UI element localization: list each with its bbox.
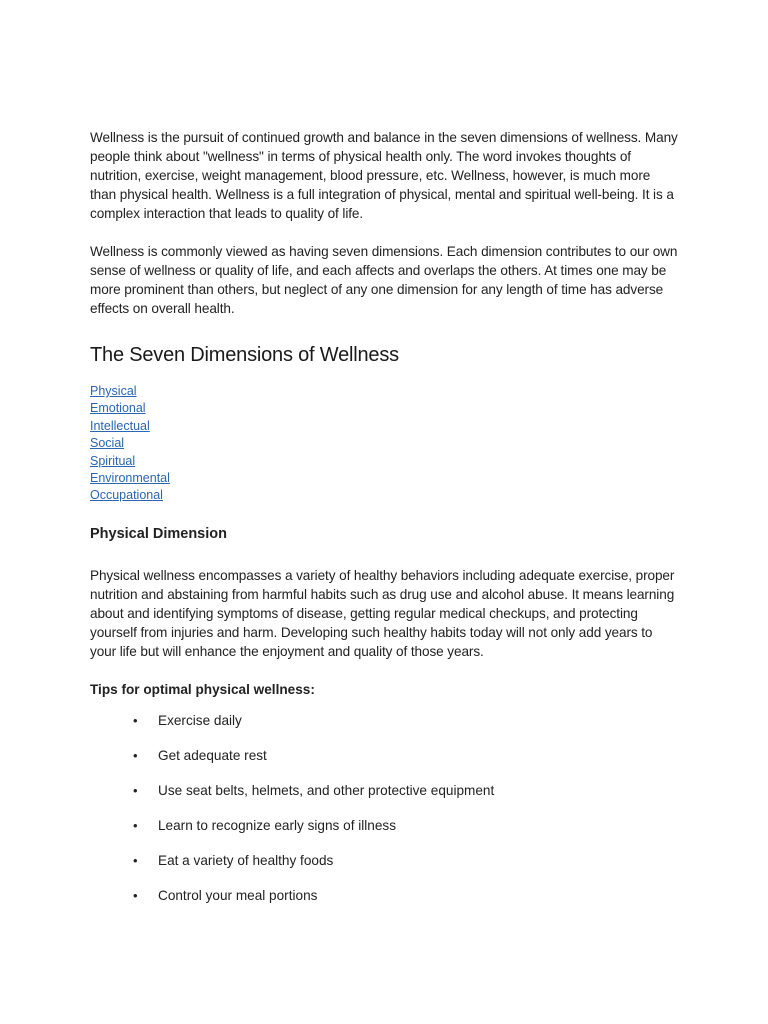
intro-paragraph-1: Wellness is the pursuit of continued growth and balance in the seven dimensions of wellness. Many people think about "wellness" in terms of physical health only. The word invokes thoughts of nutrition, exercise, weight management, blood pressure, etc. Wellness, however, is much more than physical health. Wellness is a full integration of physical, mental and spiritual well-being. It is a complex interaction that leads to quality of life. xyxy=(90,130,678,221)
tips-label: Tips for optimal physical wellness: xyxy=(90,681,315,697)
bullet-icon: • xyxy=(133,712,138,728)
tip-item xyxy=(90,746,678,781)
link-environmental[interactable]: Environmental xyxy=(90,471,170,486)
bullet-icon: • xyxy=(133,817,138,833)
link-intellectual[interactable]: Intellectual xyxy=(90,418,150,433)
list-item xyxy=(90,453,678,470)
bullet-icon: • xyxy=(133,782,138,798)
tip-text: Get adequate rest xyxy=(158,747,267,763)
physical-paragraph: Physical wellness encompasses a variety of healthy behaviors including adequate exercise, proper nutrition and abstaining from harmful habits such as drug use and alcohol abuse. It means learning about and identifying symptoms of disease, getting regular medical checkups, and protecting yourself from injuries and harm. Developing such healthy habits today will not only add years to your life but will enhance the enjoyment and quality of those years. xyxy=(90,567,675,659)
tip-item xyxy=(90,851,678,886)
tip-item xyxy=(90,816,678,851)
dimension-links-list xyxy=(90,383,678,505)
tip-item xyxy=(90,886,678,921)
bullet-icon: • xyxy=(133,747,138,763)
tip-text: Learn to recognize early signs of illness xyxy=(158,817,397,833)
tip-text: Control your meal portions xyxy=(158,887,318,903)
list-item xyxy=(90,400,678,417)
link-occupational[interactable]: Occupational xyxy=(90,488,163,503)
bullet-icon: • xyxy=(133,852,138,868)
tips-list xyxy=(90,711,678,921)
tip-item xyxy=(90,711,678,746)
list-item xyxy=(90,470,678,487)
list-item xyxy=(90,487,678,504)
link-spiritual[interactable]: Spiritual xyxy=(90,453,136,468)
list-item xyxy=(90,418,678,435)
list-item xyxy=(90,383,678,400)
link-physical[interactable]: Physical xyxy=(90,384,137,398)
link-social[interactable]: Social xyxy=(90,436,125,451)
list-item xyxy=(90,435,678,452)
tip-text: Use seat belts, helmets, and other protective equipment xyxy=(158,782,495,798)
bullet-icon: • xyxy=(133,887,138,903)
tip-text: Exercise daily xyxy=(158,712,242,728)
tip-text: Eat a variety of healthy foods xyxy=(158,852,334,868)
dimensions-heading: The Seven Dimensions of Wellness xyxy=(90,344,399,366)
tip-item xyxy=(90,781,678,816)
link-emotional[interactable]: Emotional xyxy=(90,401,146,416)
physical-dimension-heading: Physical Dimension xyxy=(90,525,227,542)
intro-paragraph-2: Wellness is commonly viewed as having seven dimensions. Each dimension contributes to our own sense of wellness or quality of life, and each affects and overlaps the others. At times one may be more prominent than others, but neglect of any one dimension for any length of time has adverse effects on overall health. xyxy=(90,244,678,316)
